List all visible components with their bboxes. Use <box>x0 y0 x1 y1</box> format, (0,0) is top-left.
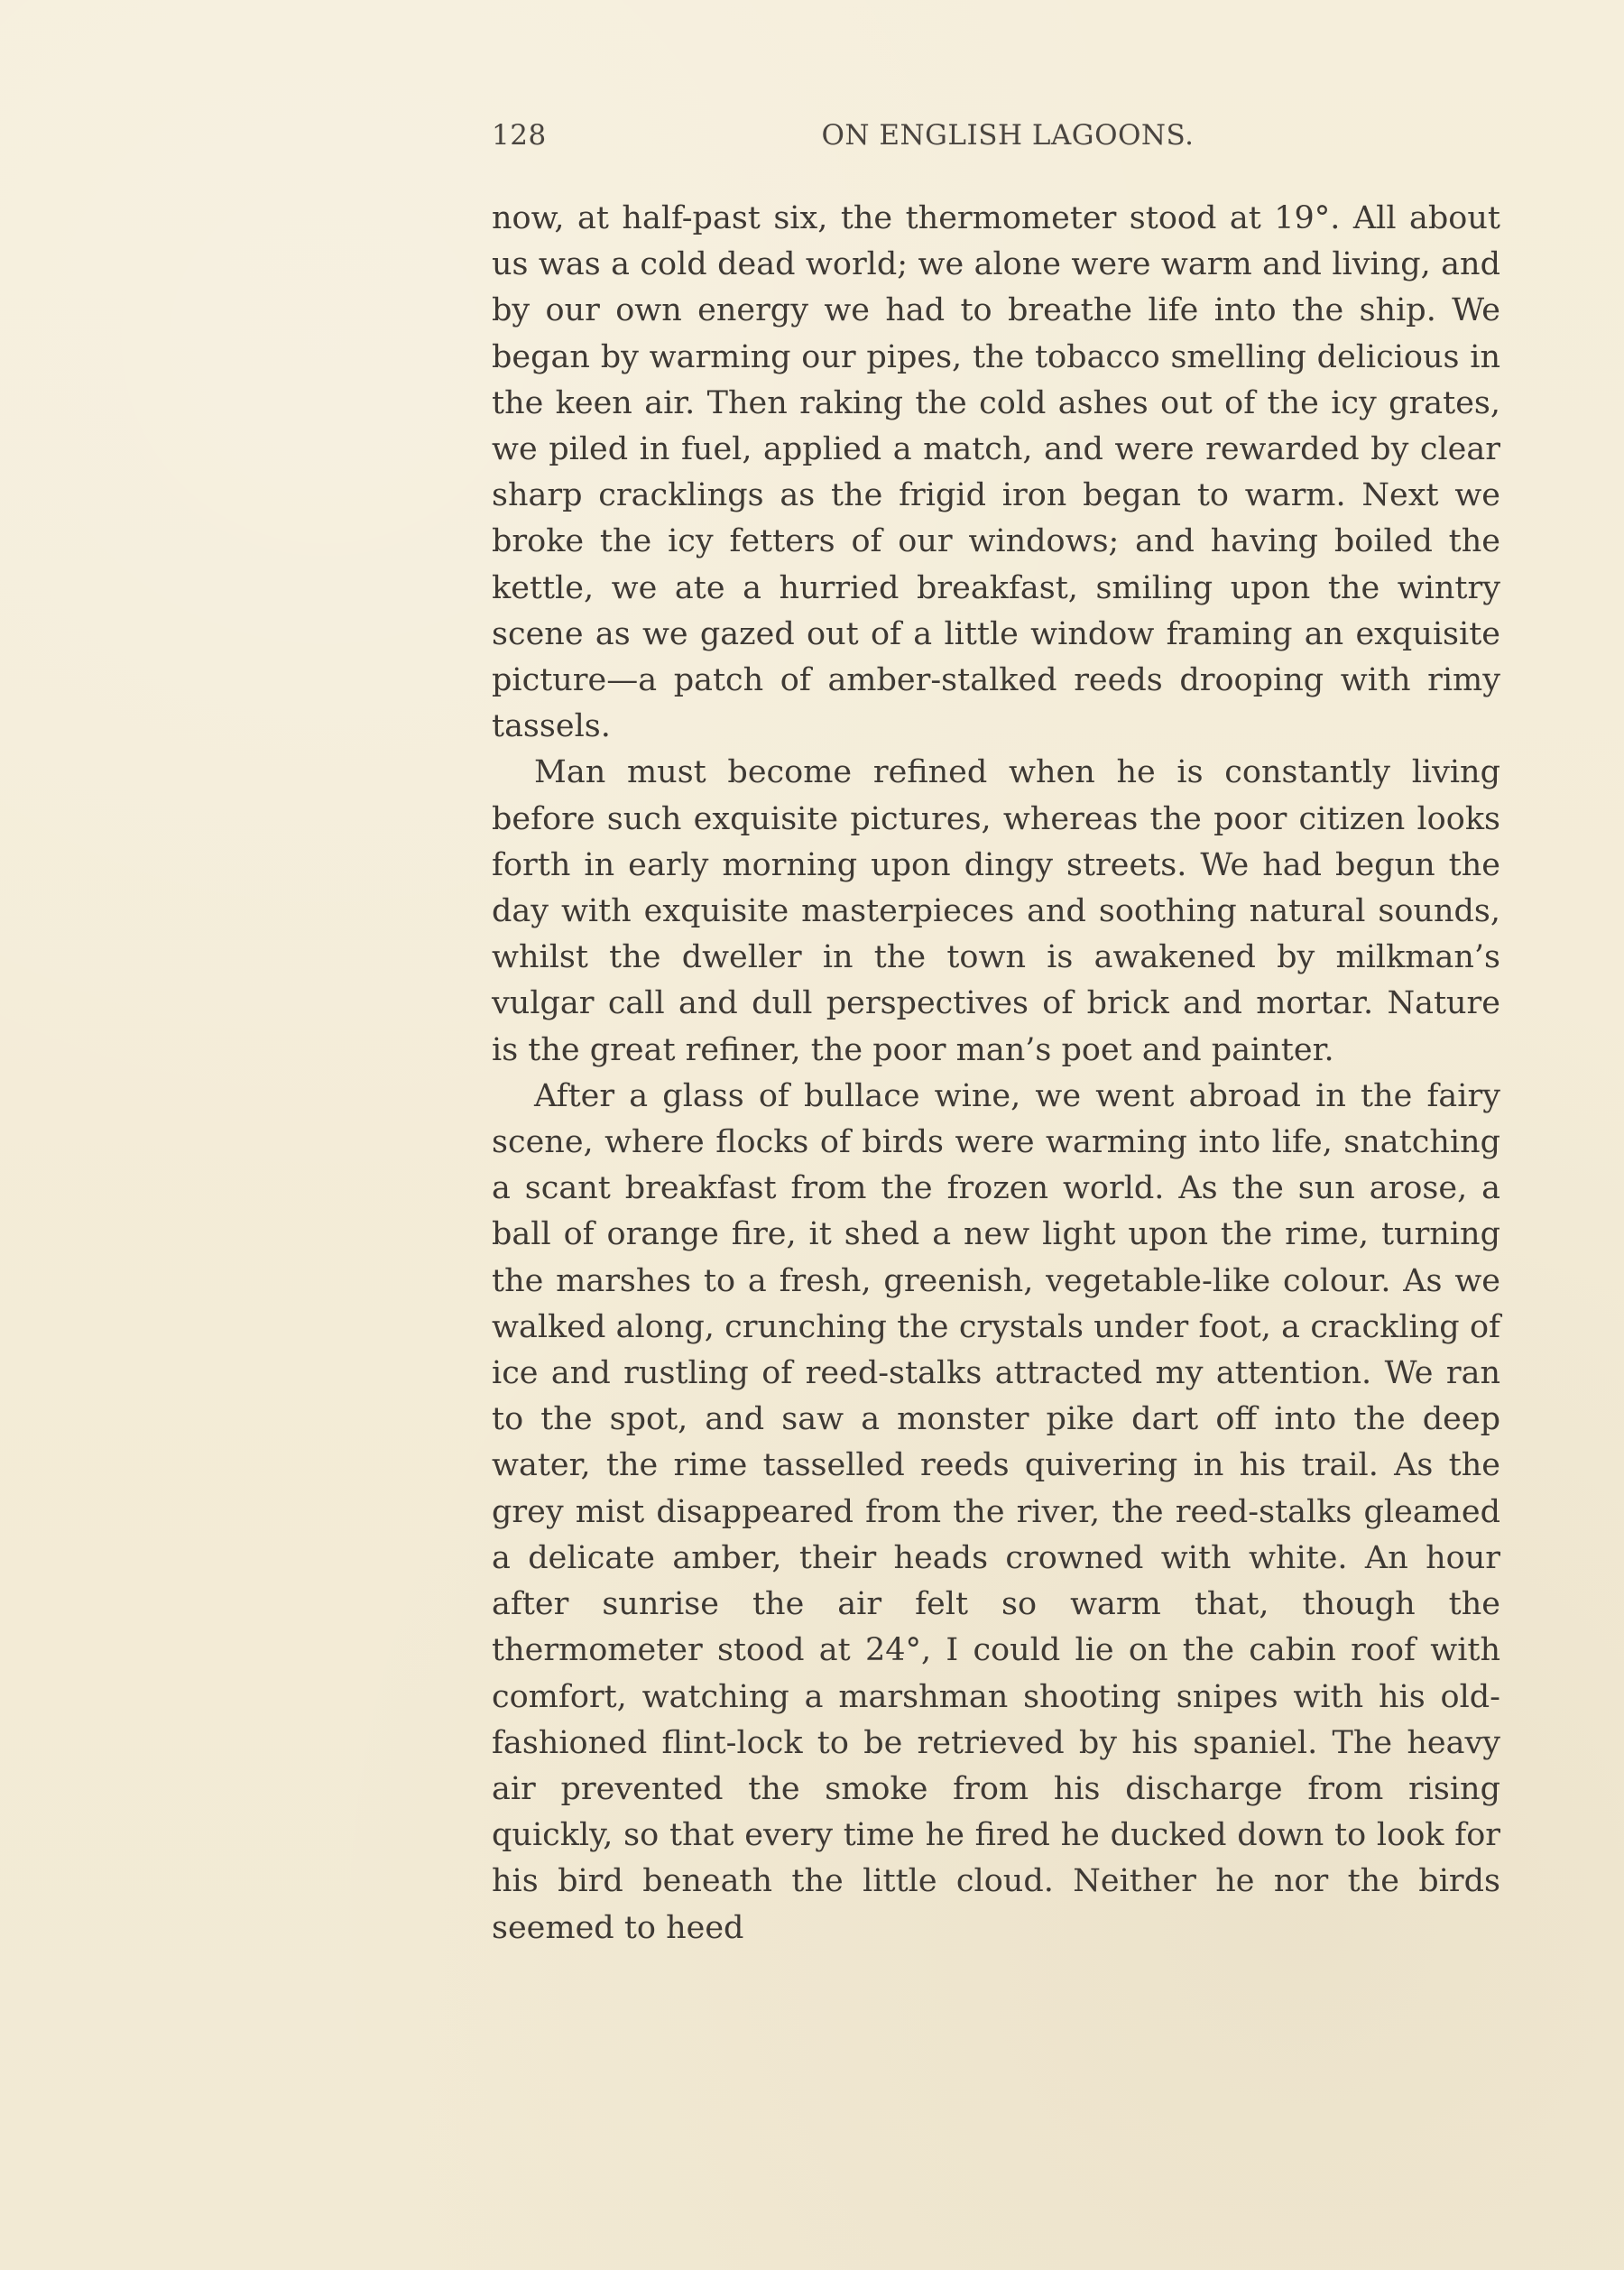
running-title: ON ENGLISH LAGOONS. <box>821 119 1195 152</box>
paragraph-3: After a glass of bullace wine, we went abroad in the fairy scene, where flocks of birds were warming into life, snatching a scant breakfast from the frozen world. As the sun arose, a ball of orange fire, it shed a new light upon the rime, turning the marshes to a fresh, greenish, vegetable-like colour. As we walked along, crunching the crystals under foot, a crackling of ice and rustling of reed-stalks attracted my attention. We ran to the spot, and saw a monster pike dart off into the deep water, the rime tasselled reeds quivering in his trail. As the grey mist disappeared from the river, the reed-stalks gleamed a delicate amber, their heads crowned with white. An hour after sunrise the air felt so warm that, though the thermometer stood at 24°, I could lie on the cabin roof with comfort, watching a marshman shooting snipes with his old-fashioned flint-lock to be retrieved by his spaniel. The heavy air prevented the smoke from his discharge from rising quickly, so that every time he fired he ducked down to look for his bird beneath the little cloud. Neither he nor the birds seemed to heed <box>492 1077 1500 1946</box>
page-header <box>492 119 1500 162</box>
paragraph-1: now, at half-past six, the thermometer stood at 19°. All about us was a cold dead world; we alone were warm and living, and by our own energy we had to breathe life into the ship. We began by warming our pipes, the tobacco smelling delicious in the keen air. Then raking the cold ashes out of the icy grates, we piled in fuel, applied a match, and were rewarded by clear sharp cracklings as the frigid iron began to warm. Next we broke the icy fetters of our windows; and having boiled the kettle, we ate a hurried breakfast, smiling upon the wintry scene as we gazed out of a little window framing an exquisite picture—a patch of amber-stalked reeds drooping with rimy tassels. <box>492 200 1500 745</box>
body-text <box>492 196 1500 1952</box>
paragraph-2: Man must become refined when he is constantly living before such exquisite pictures, whereas the poor citizen looks forth in early morning upon dingy streets. We had begun the day with exquisite masterpieces and soothing natural sounds, whilst the dweller in the town is awakened by milkman’s vulgar call and dull perspectives of brick and mortar. Nature is the great refiner, the poor man’s poet and painter. <box>492 754 1500 1068</box>
page-number: 128 <box>492 119 547 152</box>
